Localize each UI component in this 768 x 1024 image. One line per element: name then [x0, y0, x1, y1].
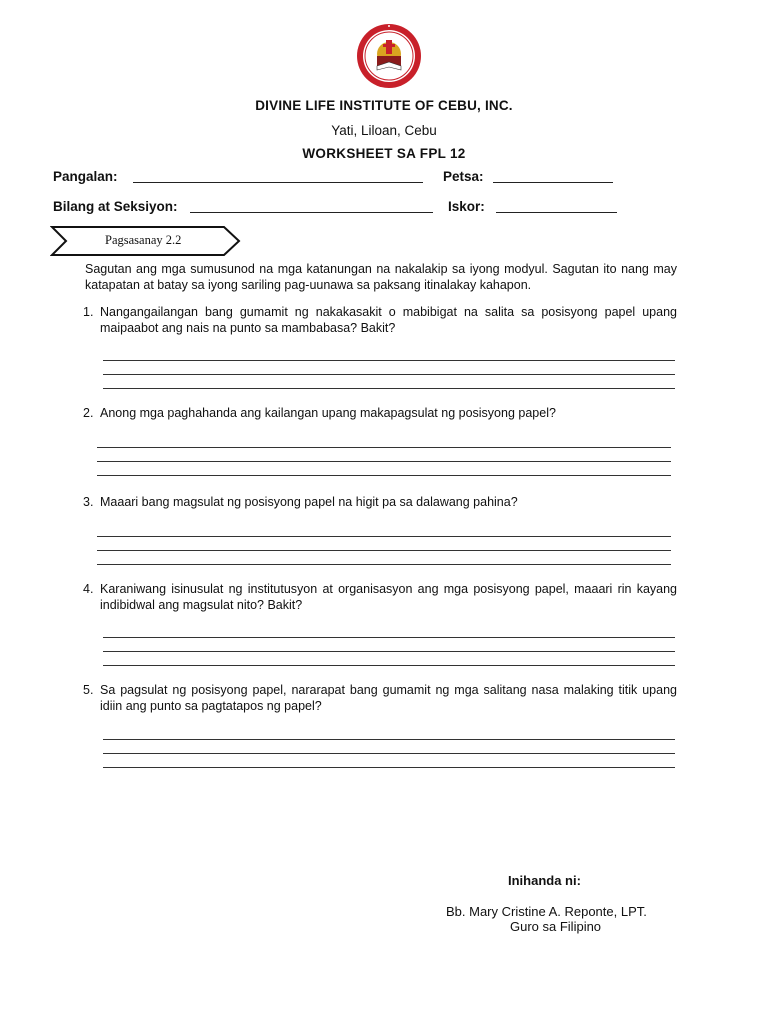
- question-number: 2.: [83, 406, 94, 420]
- answer-line[interactable]: [103, 637, 675, 638]
- answer-line[interactable]: [103, 665, 675, 666]
- answer-line[interactable]: [103, 388, 675, 389]
- answer-line[interactable]: [97, 461, 671, 462]
- question-text: Anong mga paghahanda ang kailangan upang makapagsulat ng posisyong papel?: [100, 406, 556, 420]
- question-number: 5.: [83, 683, 94, 697]
- question-2: [83, 406, 677, 422]
- answer-line[interactable]: [97, 447, 671, 448]
- teacher-title: Guro sa Filipino: [510, 919, 602, 934]
- question-number: 4.: [83, 582, 94, 596]
- score-field[interactable]: [496, 200, 617, 213]
- section-label: Bilang at Seksiyon:: [53, 199, 178, 214]
- name-field[interactable]: [133, 170, 423, 183]
- name-label: Pangalan:: [53, 169, 118, 184]
- score-label: Iskor:: [448, 199, 485, 214]
- school-address: Yati, Liloan, Cebu: [331, 123, 437, 138]
- school-seal-logo: [355, 22, 423, 90]
- question-1: [83, 305, 677, 336]
- worksheet-title: WORKSHEET SA FPL 12: [302, 146, 466, 161]
- answer-line[interactable]: [97, 536, 671, 537]
- date-label: Petsa:: [443, 169, 484, 184]
- answer-line[interactable]: [97, 550, 671, 551]
- answer-line[interactable]: [103, 767, 675, 768]
- answer-line[interactable]: [103, 753, 675, 754]
- answer-line[interactable]: [103, 651, 675, 652]
- section-field[interactable]: [190, 200, 433, 213]
- question-3: [83, 495, 677, 511]
- school-name: DIVINE LIFE INSTITUTE OF CEBU, INC.: [255, 98, 513, 113]
- answer-line[interactable]: [103, 739, 675, 740]
- question-text: Nangangailangan bang gumamit ng nakakasakit o mabibigat na salita sa posisyong papel upang maipaabot ang nais na punto sa mambabasa? Bakit?: [100, 305, 677, 335]
- answer-line[interactable]: [103, 360, 675, 361]
- question-number: 3.: [83, 495, 94, 509]
- question-text: Sa pagsulat ng posisyong papel, nararapat bang gumamit ng mga salitang nasa malaking titik upang idiin ang punto sa pagtatapos ng papel?: [100, 683, 677, 713]
- question-5: [83, 683, 677, 714]
- exercise-tag-label: Pagsasanay 2.2: [105, 233, 182, 247]
- question-text: Karaniwang isinusulat ng institutusyon at organisasyon ang mga posisyong papel, maaari rin kayang indibidwal ang magsulat nito? Bakit?: [100, 582, 677, 612]
- question-number: 1.: [83, 305, 94, 319]
- question-text: Maaari bang magsulat ng posisyong papel na higit pa sa dalawang pahina?: [100, 495, 518, 509]
- answer-line[interactable]: [103, 374, 675, 375]
- date-field[interactable]: [493, 170, 613, 183]
- prepared-by-label: Inihanda ni:: [508, 873, 581, 888]
- answer-line[interactable]: [97, 475, 671, 476]
- instructions: Sagutan ang mga sumusunod na mga katanungan na nakalakip sa iyong modyul. Sagutan ito nang may katapatan at batay sa iyong sariling pag-uunawa sa paksang itinalakay kahapon.: [85, 262, 677, 292]
- teacher-name: Bb. Mary Cristine A. Reponte, LPT.: [446, 904, 647, 919]
- question-4: [83, 582, 677, 613]
- answer-line[interactable]: [97, 564, 671, 565]
